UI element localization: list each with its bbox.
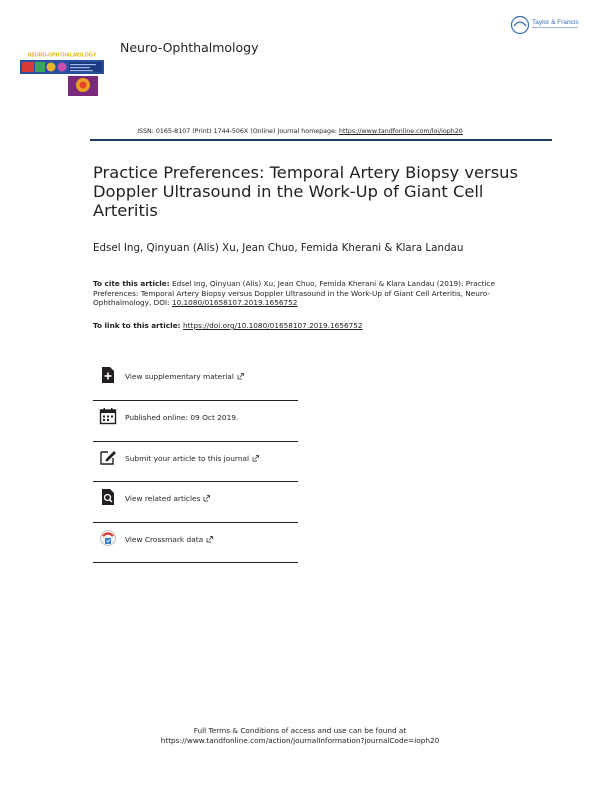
citation-text: Edsel Ing, Qinyuan (Alis) Xu, Jean Chuo, Femida Kherani & Klara Landau (2019): Practice Preferences: Temporal Artery Biopsy versus Doppler Ultrasound in the Work-Up of Giant Cell Arteritis, Neuro-Ophthalmology, DOI: (93, 279, 495, 308)
submit-article-button[interactable] (93, 439, 298, 479)
article-doi-link[interactable]: https://doi.org/10.1080/01658107.2019.1656752 (183, 321, 363, 330)
external-link-icon (203, 480, 210, 487)
action-label: Submit your article to this journal (125, 454, 250, 463)
issn-text: ISSN: 0165-8107 (Print) 1744-506X (Online) Journal homepage: (137, 128, 339, 135)
action-divider (93, 562, 298, 563)
calendar-icon (99, 407, 117, 425)
link-block (93, 321, 363, 330)
external-link-icon (237, 358, 244, 365)
edit-icon (99, 448, 117, 466)
footer (0, 726, 600, 746)
action-label: View Crossmark data (125, 535, 204, 544)
view-related-articles-button[interactable] (93, 479, 298, 519)
footer-terms-link[interactable]: https://www.tandfonline.com/action/journalInformation?journalCode=ioph20 (160, 736, 440, 745)
external-link-icon (252, 440, 259, 447)
action-label: View related articles (125, 494, 201, 503)
citation-block (93, 279, 533, 308)
magnifier-document-icon (99, 488, 117, 506)
action-label: View supplementary material (125, 372, 234, 381)
article-title: Practice Preferences: Temporal Artery Biopsy versus Doppler Ultrasound in the Work-Up of Giant Cell Arteritis (93, 163, 518, 220)
citation-label: To cite this article: (93, 279, 170, 288)
publisher-logo-text: Taylor & Francis (532, 19, 579, 26)
journal-title[interactable]: Neuro-Ophthalmology (120, 40, 259, 55)
article-authors: Edsel Ing, Qinyuan (Alis) Xu, Jean Chuo, Femida Kherani & Klara Landau (93, 242, 464, 254)
journal-homepage-link[interactable]: https://www.tandfonline.com/loi/ioph20 (338, 128, 463, 135)
cover-title: NEURO-OPHTHALMOLOGY (27, 52, 97, 59)
link-label: To link to this article: (93, 321, 184, 330)
published-online-info (93, 398, 298, 438)
plus-document-icon (99, 366, 117, 384)
external-link-icon (206, 521, 213, 528)
view-supplementary-material-button[interactable] (93, 357, 298, 397)
footer-line-1: Full Terms & Conditions of access and use can be found at (193, 726, 407, 735)
view-crossmark-data-button[interactable] (93, 520, 298, 560)
issn-line (0, 128, 600, 135)
published-online-label: Published online: 09 Oct 2019. (125, 413, 239, 422)
citation-doi-link[interactable]: 10.1080/01658107.2019.1656752 (171, 298, 298, 308)
publisher-logo[interactable] (510, 14, 588, 36)
crossmark-icon (99, 529, 117, 547)
journal-cover-image (20, 52, 104, 96)
header-divider (90, 139, 552, 141)
